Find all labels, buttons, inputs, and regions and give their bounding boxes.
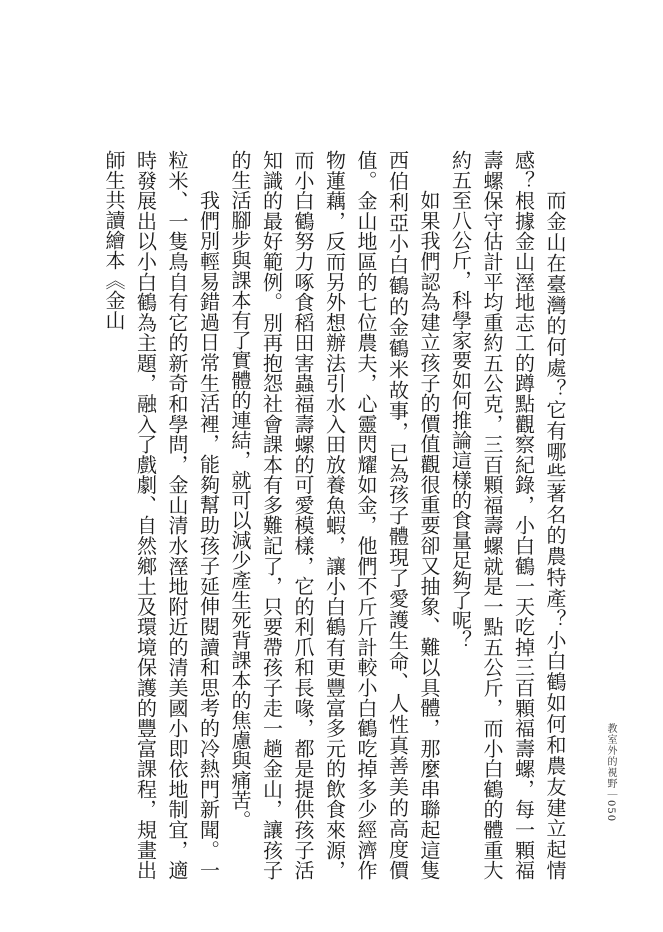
section-title: 教室外的視野: [605, 723, 616, 789]
paragraph: 如果我們認為建立孩子的價值觀很重要卻又抽象、難以具體，那麼串聯起這隻西伯利亞小白鶴的金鶴米故事，已為孩子體現了愛護生命、人性真善美的高度價值。金山地區的七位農夫，心靈閃耀如金，他們不斤斤計較小白鶴吃掉多少經濟作物蓮藕，反而另外想辦法引水入田放養魚蝦，讓小白鶴有更豐富多元的飲食來源，而小白鶴努力啄食稻田害蟲福壽螺的可愛模樣，它的利爪和長喙，都是提供孩子活知識的最好範例。別再抱怨社會課本有多難記了，只要帶孩子走一趟金山，讓孩子的生活腳步與課本有了實體的連結，就可以減少產生死背課本的焦慮與痛苦。: [228, 150, 441, 880]
separator: ｜: [605, 789, 616, 800]
paragraph: 我們別輕易錯過日常生活裡，能夠幫助孩子延伸閱讀和思考的冷熱門新聞。一粒米、一隻鳥自有它的新奇和學問，金山清水溼地附近的清美國小即依地制宜，適時發展出以小白鶴為主題，融入了戲劇、自然鄉土及環境保護的豐富課程，規畫出師生共讀繪本《金山: [102, 150, 221, 880]
body-text: [90, 150, 570, 880]
paragraph: 而金山在臺灣的何處？它有哪些著名的農特產？小白鶴如何和農友建立起情感？根據金山溼地志工的蹲點觀察紀錄，小白鶴一天吃掉三百顆福壽螺，每一顆福壽螺保守估計平均重約五公克，三百顆福壽螺就是一點五公斤，而小白鶴的體重大約五至八公斤，科學家要如何推論這樣的食量足夠了呢？: [448, 150, 567, 880]
running-head: [603, 723, 618, 822]
page-number: 050: [605, 800, 616, 823]
